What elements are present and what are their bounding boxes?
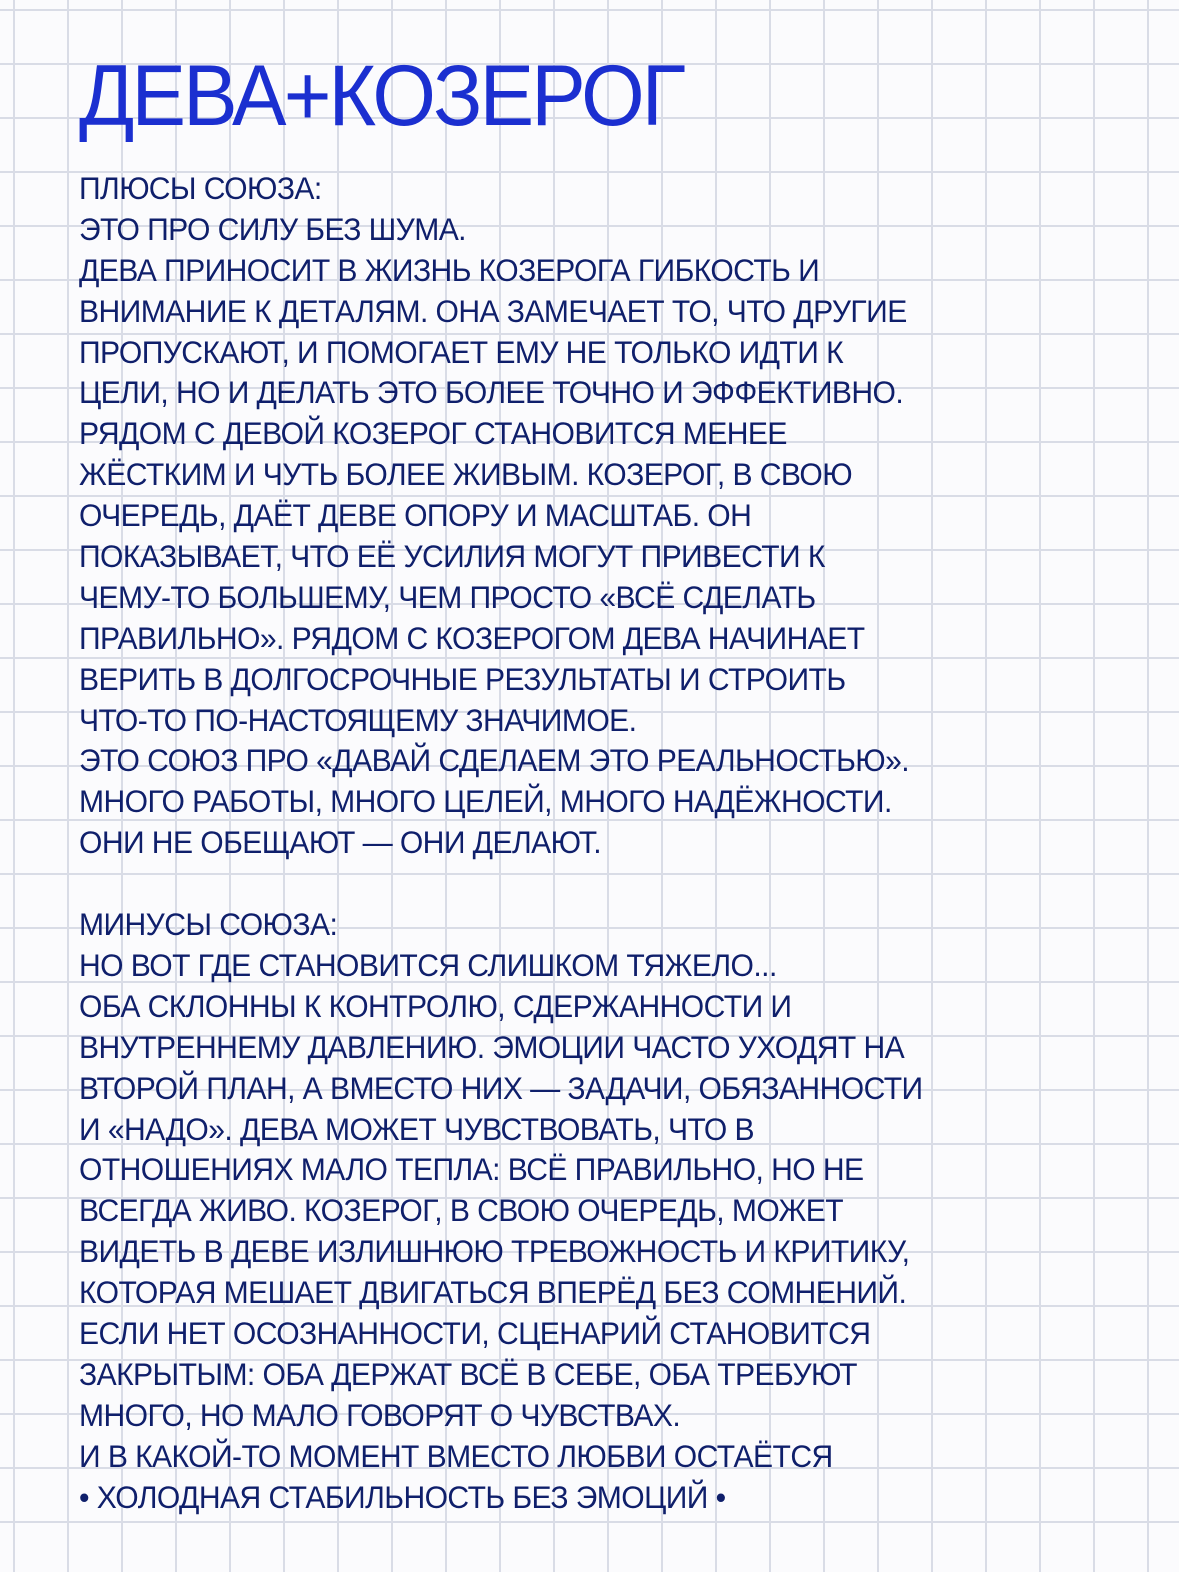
cons-line: ВСЕГДА ЖИВО. КОЗЕРОГ, В СВОЮ ОЧЕРЕДЬ, МОЖЕТ xyxy=(79,1192,844,1229)
cons-line: И «НАДО». ДЕВА МОЖЕТ ЧУВСТВОВАТЬ, ЧТО В xyxy=(79,1110,754,1147)
pros-line: ЭТО СОЮЗ ПРО «ДАВАЙ СДЕЛАЕМ ЭТО РЕАЛЬНОСТЬЮ». xyxy=(79,742,910,779)
pros-line: ОЧЕРЕДЬ, ДАЁТ ДЕВЕ ОПОРУ И МАСШТАБ. ОН xyxy=(79,497,752,534)
cons-line: ВНУТРЕННЕМУ ДАВЛЕНИЮ. ЭМОЦИИ ЧАСТО УХОДЯТ НА xyxy=(79,1028,905,1065)
cons-section xyxy=(79,904,1159,1517)
cons-line: • ХОЛОДНАЯ СТАБИЛЬНОСТЬ БЕЗ ЭМОЦИЙ • xyxy=(79,1478,726,1515)
cons-line: ЗАКРЫТЫМ: ОБА ДЕРЖАТ ВСЁ В СЕБЕ, ОБА ТРЕБУЮТ xyxy=(79,1355,857,1392)
cons-line: НО ВОТ ГДЕ СТАНОВИТСЯ СЛИШКОМ ТЯЖЕЛО... xyxy=(79,947,777,984)
page-title: ДЕВА+КОЗЕРОГ xyxy=(79,48,684,144)
pros-section xyxy=(79,168,1159,863)
pros-heading: ПЛЮСЫ СОЮЗА: xyxy=(79,170,322,206)
pros-line: ДЕВА ПРИНОСИТ В ЖИЗНЬ КОЗЕРОГА ГИБКОСТЬ И xyxy=(79,251,820,288)
cons-line: ВТОРОЙ ПЛАН, А ВМЕСТО НИХ — ЗАДАЧИ, ОБЯЗАННОСТИ xyxy=(79,1069,923,1106)
cons-line: ЕСЛИ НЕТ ОСОЗНАННОСТИ, СЦЕНАРИЙ СТАНОВИТСЯ xyxy=(79,1315,871,1352)
pros-line: ВНИМАНИЕ К ДЕТАЛЯМ. ОНА ЗАМЕЧАЕТ ТО, ЧТО ДРУГИЕ xyxy=(79,292,907,329)
cons-line: И В КАКОЙ-ТО МОМЕНТ ВМЕСТО ЛЮБВИ ОСТАЁТСЯ xyxy=(79,1437,833,1474)
pros-line: ЦЕЛИ, НО И ДЕЛАТЬ ЭТО БОЛЕЕ ТОЧНО И ЭФФЕКТИВНО. xyxy=(79,374,904,411)
pros-line: ПРАВИЛЬНО». РЯДОМ С КОЗЕРОГОМ ДЕВА НАЧИНАЕТ xyxy=(79,619,865,656)
cons-line: ОБА СКЛОННЫ К КОНТРОЛЮ, СДЕРЖАННОСТИ И xyxy=(79,987,792,1024)
cons-line: ВИДЕТЬ В ДЕВЕ ИЗЛИШНЮЮ ТРЕВОЖНОСТЬ И КРИТИКУ, xyxy=(79,1233,910,1270)
pros-line: ПОКАЗЫВАЕТ, ЧТО ЕЁ УСИЛИЯ МОГУТ ПРИВЕСТИ К xyxy=(79,538,825,575)
cons-line: КОТОРАЯ МЕШАЕТ ДВИГАТЬСЯ ВПЕРЁД БЕЗ СОМНЕНИЙ. xyxy=(79,1274,907,1311)
pros-line: ОНИ НЕ ОБЕЩАЮТ — ОНИ ДЕЛАЮТ. xyxy=(79,824,602,861)
pros-line: ВЕРИТЬ В ДОЛГОСРОЧНЫЕ РЕЗУЛЬТАТЫ И СТРОИТЬ xyxy=(79,660,846,697)
pros-line: МНОГО РАБОТЫ, МНОГО ЦЕЛЕЙ, МНОГО НАДЁЖНОСТИ. xyxy=(79,783,892,820)
pros-line: ПРОПУСКАЮТ, И ПОМОГАЕТ ЕМУ НЕ ТОЛЬКО ИДТИ К xyxy=(79,333,844,370)
pros-line: РЯДОМ С ДЕВОЙ КОЗЕРОГ СТАНОВИТСЯ МЕНЕЕ xyxy=(79,415,787,452)
pros-line: ЧТО-ТО ПО-НАСТОЯЩЕМУ ЗНАЧИМОЕ. xyxy=(79,701,637,738)
cons-heading: МИНУСЫ СОЮЗА: xyxy=(79,906,338,943)
cons-line: МНОГО, НО МАЛО ГОВОРЯТ О ЧУВСТВАХ. xyxy=(79,1396,681,1433)
cons-line: ОТНОШЕНИЯХ МАЛО ТЕПЛА: ВСЁ ПРАВИЛЬНО, НО НЕ xyxy=(79,1151,864,1188)
pros-line: ЭТО ПРО СИЛУ БЕЗ ШУМА. xyxy=(79,210,466,247)
document-page xyxy=(79,48,1159,1518)
pros-line: ЧЕМУ-ТО БОЛЬШЕМУ, ЧЕМ ПРОСТО «ВСЁ СДЕЛАТЬ xyxy=(79,578,816,615)
pros-line: ЖЁСТКИМ И ЧУТЬ БОЛЕЕ ЖИВЫМ. КОЗЕРОГ, В СВОЮ xyxy=(79,456,853,493)
